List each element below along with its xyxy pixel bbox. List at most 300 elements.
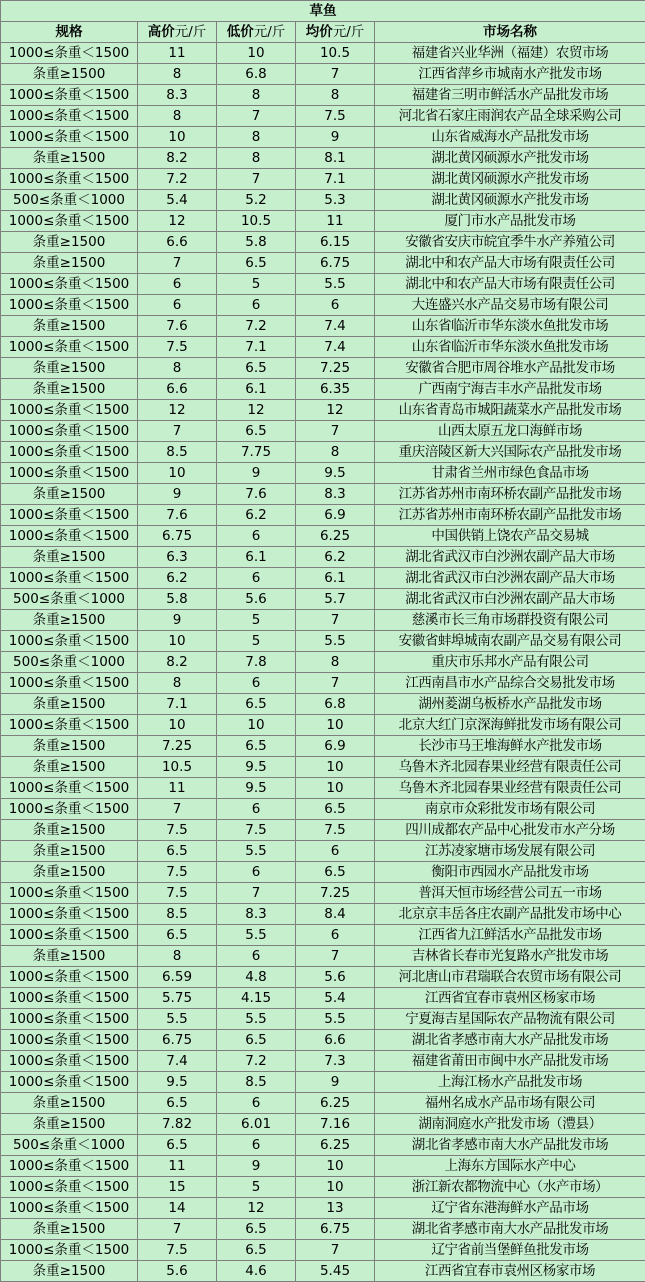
low-price-cell: 6: [217, 862, 296, 883]
high-price-cell: 6.75: [138, 526, 217, 547]
table-row: [1, 106, 645, 127]
high-price-cell: 6.5: [138, 841, 217, 862]
low-price-cell: 8.5: [217, 1072, 296, 1093]
table-row: [1, 757, 645, 778]
spec-cell: 1000≤条重＜1500: [1, 463, 138, 484]
table-row: [1, 526, 645, 547]
table-row: [1, 1030, 645, 1051]
avg-price-cell: 6.35: [296, 379, 375, 400]
table-row: [1, 169, 645, 190]
avg-price-cell: 7.3: [296, 1051, 375, 1072]
market-cell: 山西太原五龙口海鲜市场: [375, 421, 645, 442]
spec-cell: 1000≤条重＜1500: [1, 1240, 138, 1261]
high-price-cell: 8.3: [138, 85, 217, 106]
market-cell: 厦门市水产品批发市场: [375, 211, 645, 232]
market-cell: 江苏省苏州市南环桥农副产品批发市场: [375, 505, 645, 526]
spec-cell: 条重≥1500: [1, 358, 138, 379]
spec-cell: 条重≥1500: [1, 757, 138, 778]
market-cell: 福建省莆田市闽中水产品批发市场: [375, 1051, 645, 1072]
low-price-cell: 5: [217, 274, 296, 295]
table-row: [1, 715, 645, 736]
avg-price-cell: 10: [296, 757, 375, 778]
high-price-cell: 6.5: [138, 1093, 217, 1114]
table-row: [1, 841, 645, 862]
spec-cell: 条重≥1500: [1, 862, 138, 883]
table-row: [1, 232, 645, 253]
table-row: [1, 505, 645, 526]
market-cell: 长沙市马王堆海鲜水产批发市场: [375, 736, 645, 757]
table-row: [1, 988, 645, 1009]
low-price-cell: 5.5: [217, 1009, 296, 1030]
spec-cell: 1000≤条重＜1500: [1, 295, 138, 316]
spec-cell: 条重≥1500: [1, 64, 138, 85]
header-low-price: [217, 22, 296, 43]
low-price-cell: 7.6: [217, 484, 296, 505]
spec-cell: 1000≤条重＜1500: [1, 337, 138, 358]
header-row: [1, 22, 645, 43]
avg-price-cell: 5.4: [296, 988, 375, 1009]
spec-cell: 条重≥1500: [1, 1219, 138, 1240]
low-price-cell: 6.5: [217, 1030, 296, 1051]
spec-cell: 1000≤条重＜1500: [1, 169, 138, 190]
header-high-unit: 元/斤: [174, 24, 207, 40]
market-cell: 慈溪市长三角市场群投资有限公司: [375, 610, 645, 631]
avg-price-cell: 5.7: [296, 589, 375, 610]
high-price-cell: 5.4: [138, 190, 217, 211]
high-price-cell: 10.5: [138, 757, 217, 778]
table-row: [1, 799, 645, 820]
avg-price-cell: 7.4: [296, 337, 375, 358]
avg-price-cell: 10: [296, 1156, 375, 1177]
high-price-cell: 12: [138, 211, 217, 232]
market-cell: 湖北省武汉市白沙洲农副产品大市场: [375, 547, 645, 568]
high-price-cell: 7.82: [138, 1114, 217, 1135]
spec-cell: 1000≤条重＜1500: [1, 106, 138, 127]
market-cell: 江西省宜春市袁州区杨家市场: [375, 1261, 645, 1282]
low-price-cell: 6.5: [217, 736, 296, 757]
low-price-cell: 6.1: [217, 379, 296, 400]
spec-cell: 1000≤条重＜1500: [1, 526, 138, 547]
spec-cell: 1000≤条重＜1500: [1, 883, 138, 904]
table-row: [1, 673, 645, 694]
low-price-cell: 7.5: [217, 820, 296, 841]
market-cell: 安徽省合肥市周谷堆水产品批发市场: [375, 358, 645, 379]
avg-price-cell: 6.8: [296, 694, 375, 715]
header-high-price: [138, 22, 217, 43]
high-price-cell: 7: [138, 799, 217, 820]
spec-cell: 1000≤条重＜1500: [1, 421, 138, 442]
table-row: [1, 1072, 645, 1093]
spec-cell: 条重≥1500: [1, 820, 138, 841]
low-price-cell: 12: [217, 1198, 296, 1219]
avg-price-cell: 9.5: [296, 463, 375, 484]
high-price-cell: 6.6: [138, 232, 217, 253]
low-price-cell: 6.1: [217, 547, 296, 568]
table-row: [1, 337, 645, 358]
avg-price-cell: 6.5: [296, 862, 375, 883]
table-row: [1, 694, 645, 715]
table-row: [1, 925, 645, 946]
avg-price-cell: 6.15: [296, 232, 375, 253]
spec-cell: 500≤条重＜1000: [1, 589, 138, 610]
avg-price-cell: 5.5: [296, 631, 375, 652]
spec-cell: 条重≥1500: [1, 694, 138, 715]
high-price-cell: 5.8: [138, 589, 217, 610]
high-price-cell: 7: [138, 253, 217, 274]
market-cell: 衡阳市西园水产品批发市场: [375, 862, 645, 883]
market-cell: 广西南宁海吉丰水产品批发市场: [375, 379, 645, 400]
market-cell: 湖北中和农产品大市场有限责任公司: [375, 253, 645, 274]
avg-price-cell: 6.9: [296, 736, 375, 757]
table-row: [1, 1114, 645, 1135]
table-row: [1, 1135, 645, 1156]
high-price-cell: 5.5: [138, 1009, 217, 1030]
avg-price-cell: 7.5: [296, 106, 375, 127]
spec-cell: 条重≥1500: [1, 253, 138, 274]
avg-price-cell: 6.9: [296, 505, 375, 526]
market-cell: 江苏凌家塘市场发展有限公司: [375, 841, 645, 862]
market-cell: 上海江杨水产品批发市场: [375, 1072, 645, 1093]
header-low-unit: 元/斤: [253, 24, 286, 40]
table-row: [1, 463, 645, 484]
high-price-cell: 10: [138, 463, 217, 484]
table-row: [1, 589, 645, 610]
table-row: [1, 547, 645, 568]
high-price-cell: 6.3: [138, 547, 217, 568]
market-cell: 安徽省安庆市皖宜季牛水产养殖公司: [375, 232, 645, 253]
high-price-cell: 9: [138, 484, 217, 505]
header-avg-unit: 元/斤: [332, 24, 365, 40]
high-price-cell: 15: [138, 1177, 217, 1198]
table-row: [1, 43, 645, 64]
spec-cell: 1000≤条重＜1500: [1, 85, 138, 106]
high-price-cell: 10: [138, 127, 217, 148]
low-price-cell: 4.8: [217, 967, 296, 988]
low-price-cell: 8: [217, 85, 296, 106]
table-row: [1, 904, 645, 925]
low-price-cell: 9.5: [217, 757, 296, 778]
avg-price-cell: 7: [296, 610, 375, 631]
market-cell: 湖北省孝感市南大水产品批发市场: [375, 1030, 645, 1051]
spec-cell: 条重≥1500: [1, 148, 138, 169]
high-price-cell: 6: [138, 295, 217, 316]
spec-cell: 1000≤条重＜1500: [1, 925, 138, 946]
avg-price-cell: 7: [296, 64, 375, 85]
low-price-cell: 7.1: [217, 337, 296, 358]
avg-price-cell: 8: [296, 652, 375, 673]
market-cell: 福州名成水产品市场有限公司: [375, 1093, 645, 1114]
high-price-cell: 8.2: [138, 652, 217, 673]
low-price-cell: 6: [217, 1135, 296, 1156]
high-price-cell: 10: [138, 631, 217, 652]
high-price-cell: 8.2: [138, 148, 217, 169]
low-price-cell: 6.5: [217, 1240, 296, 1261]
table-row: [1, 379, 645, 400]
table-row: [1, 1177, 645, 1198]
high-price-cell: 10: [138, 715, 217, 736]
spec-cell: 500≤条重＜1000: [1, 190, 138, 211]
spec-cell: 1000≤条重＜1500: [1, 442, 138, 463]
market-cell: 北京大红门京深海鲜批发市场有限公司: [375, 715, 645, 736]
table-row: [1, 652, 645, 673]
high-price-cell: 11: [138, 778, 217, 799]
market-cell: 乌鲁木齐北园春果业经营有限责任公司: [375, 778, 645, 799]
avg-price-cell: 6.75: [296, 253, 375, 274]
table-row: [1, 295, 645, 316]
low-price-cell: 5.6: [217, 589, 296, 610]
table-row: [1, 358, 645, 379]
spec-cell: 1000≤条重＜1500: [1, 778, 138, 799]
spec-cell: 条重≥1500: [1, 484, 138, 505]
table-row: [1, 1219, 645, 1240]
high-price-cell: 12: [138, 400, 217, 421]
market-cell: 北京京丰岳各庄农副产品批发市场中心: [375, 904, 645, 925]
low-price-cell: 5.8: [217, 232, 296, 253]
spec-cell: 1000≤条重＜1500: [1, 1198, 138, 1219]
market-cell: 辽宁省东港海鲜水产品市场: [375, 1198, 645, 1219]
high-price-cell: 6.6: [138, 379, 217, 400]
table-row: [1, 127, 645, 148]
table-row: [1, 946, 645, 967]
low-price-cell: 12: [217, 400, 296, 421]
avg-price-cell: 7.5: [296, 820, 375, 841]
table-row: [1, 274, 645, 295]
high-price-cell: 6.5: [138, 1135, 217, 1156]
spec-cell: 条重≥1500: [1, 379, 138, 400]
spec-cell: 1000≤条重＜1500: [1, 274, 138, 295]
avg-price-cell: 6.2: [296, 547, 375, 568]
low-price-cell: 6: [217, 568, 296, 589]
high-price-cell: 8: [138, 358, 217, 379]
table-row: [1, 421, 645, 442]
high-price-cell: 6.59: [138, 967, 217, 988]
low-price-cell: 8: [217, 148, 296, 169]
table-row: [1, 1093, 645, 1114]
avg-price-cell: 10: [296, 778, 375, 799]
low-price-cell: 6: [217, 1093, 296, 1114]
low-price-cell: 7: [217, 106, 296, 127]
high-price-cell: 7.5: [138, 883, 217, 904]
table-row: [1, 631, 645, 652]
low-price-cell: 9: [217, 1156, 296, 1177]
avg-price-cell: 6.6: [296, 1030, 375, 1051]
avg-price-cell: 8.3: [296, 484, 375, 505]
table-row: [1, 862, 645, 883]
market-cell: 湖北黄冈硕源水产批发市场: [375, 148, 645, 169]
spec-cell: 1000≤条重＜1500: [1, 904, 138, 925]
market-cell: 重庆市乐邦水产品有限公司: [375, 652, 645, 673]
market-cell: 湖北省孝感市南大水产品批发市场: [375, 1219, 645, 1240]
avg-price-cell: 8.1: [296, 148, 375, 169]
spec-cell: 1000≤条重＜1500: [1, 799, 138, 820]
avg-price-cell: 9: [296, 1072, 375, 1093]
low-price-cell: 5: [217, 610, 296, 631]
market-cell: 乌鲁木齐北园春果业经营有限责任公司: [375, 757, 645, 778]
title-row: [1, 1, 645, 22]
low-price-cell: 7: [217, 883, 296, 904]
spec-cell: 1000≤条重＜1500: [1, 400, 138, 421]
high-price-cell: 7.5: [138, 337, 217, 358]
avg-price-cell: 9: [296, 127, 375, 148]
high-price-cell: 11: [138, 43, 217, 64]
header-avg-price: [296, 22, 375, 43]
spec-cell: 1000≤条重＜1500: [1, 1051, 138, 1072]
high-price-cell: 8: [138, 673, 217, 694]
spec-cell: 1000≤条重＜1500: [1, 568, 138, 589]
market-cell: 吉林省长春市光复路水产批发市场: [375, 946, 645, 967]
spec-cell: 500≤条重＜1000: [1, 1135, 138, 1156]
spec-cell: 1000≤条重＜1500: [1, 967, 138, 988]
avg-price-cell: 7.1: [296, 169, 375, 190]
spec-cell: 1000≤条重＜1500: [1, 127, 138, 148]
table-row: [1, 1009, 645, 1030]
spec-cell: 1000≤条重＜1500: [1, 211, 138, 232]
avg-price-cell: 7.25: [296, 358, 375, 379]
avg-price-cell: 8: [296, 442, 375, 463]
header-spec: 规格: [1, 22, 138, 43]
spec-cell: 1000≤条重＜1500: [1, 988, 138, 1009]
low-price-cell: 6: [217, 946, 296, 967]
market-cell: 浙江新农都物流中心（水产市场）: [375, 1177, 645, 1198]
table-row: [1, 316, 645, 337]
market-cell: 中国供销上饶农产品交易城: [375, 526, 645, 547]
low-price-cell: 6.01: [217, 1114, 296, 1135]
avg-price-cell: 7: [296, 673, 375, 694]
spec-cell: 1000≤条重＜1500: [1, 673, 138, 694]
market-cell: 湖北省武汉市白沙洲农副产品大市场: [375, 589, 645, 610]
table-row: [1, 883, 645, 904]
avg-price-cell: 13: [296, 1198, 375, 1219]
market-cell: 上海东方国际水产中心: [375, 1156, 645, 1177]
high-price-cell: 7.6: [138, 316, 217, 337]
low-price-cell: 5: [217, 1177, 296, 1198]
low-price-cell: 7.8: [217, 652, 296, 673]
market-cell: 福建省兴业华洲（福建）农贸市场: [375, 43, 645, 64]
low-price-cell: 7.2: [217, 316, 296, 337]
spec-cell: 500≤条重＜1000: [1, 652, 138, 673]
spec-cell: 条重≥1500: [1, 736, 138, 757]
low-price-cell: 7.2: [217, 1051, 296, 1072]
avg-price-cell: 7.4: [296, 316, 375, 337]
table-row: [1, 85, 645, 106]
market-cell: 湖北黄冈硕源水产批发市场: [375, 169, 645, 190]
market-cell: 甘肃省兰州市绿色食品市场: [375, 463, 645, 484]
low-price-cell: 6: [217, 673, 296, 694]
avg-price-cell: 5.6: [296, 967, 375, 988]
low-price-cell: 6.5: [217, 421, 296, 442]
high-price-cell: 9: [138, 610, 217, 631]
avg-price-cell: 8: [296, 85, 375, 106]
avg-price-cell: 7.16: [296, 1114, 375, 1135]
avg-price-cell: 6: [296, 925, 375, 946]
avg-price-cell: 6.75: [296, 1219, 375, 1240]
low-price-cell: 6: [217, 526, 296, 547]
table-body: [1, 43, 645, 1282]
market-cell: 山东省威海水产品批发市场: [375, 127, 645, 148]
high-price-cell: 7.4: [138, 1051, 217, 1072]
table-row: [1, 211, 645, 232]
high-price-cell: 6: [138, 274, 217, 295]
table-row: [1, 1261, 645, 1282]
spec-cell: 条重≥1500: [1, 316, 138, 337]
market-cell: 大连盛兴水产品交易市场有限公司: [375, 295, 645, 316]
low-price-cell: 5.5: [217, 925, 296, 946]
market-cell: 河北省石家庄雨润农产品全球采购公司: [375, 106, 645, 127]
avg-price-cell: 6.25: [296, 526, 375, 547]
low-price-cell: 6.2: [217, 505, 296, 526]
table-row: [1, 484, 645, 505]
market-cell: 普洱天恒市场经营公司五一市场: [375, 883, 645, 904]
spec-cell: 1000≤条重＜1500: [1, 1177, 138, 1198]
market-cell: 南京市众彩批发市场有限公司: [375, 799, 645, 820]
market-cell: 山东省临沂市华东淡水鱼批发市场: [375, 316, 645, 337]
low-price-cell: 9: [217, 463, 296, 484]
high-price-cell: 6.75: [138, 1030, 217, 1051]
table-row: [1, 568, 645, 589]
low-price-cell: 9.5: [217, 778, 296, 799]
spec-cell: 条重≥1500: [1, 610, 138, 631]
market-cell: 河北唐山市君瑞联合农贸市场有限公司: [375, 967, 645, 988]
market-cell: 宁夏海吉星国际农产品物流有限公司: [375, 1009, 645, 1030]
spec-cell: 1000≤条重＜1500: [1, 715, 138, 736]
table-row: [1, 1156, 645, 1177]
high-price-cell: 14: [138, 1198, 217, 1219]
table-row: [1, 190, 645, 211]
table-row: [1, 148, 645, 169]
spec-cell: 1000≤条重＜1500: [1, 505, 138, 526]
spec-cell: 条重≥1500: [1, 841, 138, 862]
low-price-cell: 8: [217, 127, 296, 148]
low-price-cell: 4.15: [217, 988, 296, 1009]
avg-price-cell: 5.5: [296, 274, 375, 295]
avg-price-cell: 6: [296, 841, 375, 862]
spec-cell: 条重≥1500: [1, 1261, 138, 1282]
avg-price-cell: 5.5: [296, 1009, 375, 1030]
table-row: [1, 253, 645, 274]
table-title: 草鱼: [1, 1, 645, 22]
avg-price-cell: 5.45: [296, 1261, 375, 1282]
market-cell: 湖南洞庭水产批发市场（澧县）: [375, 1114, 645, 1135]
avg-price-cell: 12: [296, 400, 375, 421]
spec-cell: 条重≥1500: [1, 1114, 138, 1135]
low-price-cell: 10: [217, 715, 296, 736]
high-price-cell: 7.5: [138, 820, 217, 841]
low-price-cell: 6.5: [217, 358, 296, 379]
high-price-cell: 8: [138, 106, 217, 127]
market-cell: 四川成都农产品中心批发市水产分场: [375, 820, 645, 841]
high-price-cell: 7.5: [138, 1240, 217, 1261]
low-price-cell: 5.2: [217, 190, 296, 211]
spec-cell: 1000≤条重＜1500: [1, 1030, 138, 1051]
spec-cell: 1000≤条重＜1500: [1, 1156, 138, 1177]
market-cell: 山东省青岛市城阳蔬菜水产品批发市场: [375, 400, 645, 421]
table-row: [1, 1051, 645, 1072]
spec-cell: 条重≥1500: [1, 1093, 138, 1114]
market-cell: 山东省临沂市华东淡水鱼批发市场: [375, 337, 645, 358]
low-price-cell: 8.3: [217, 904, 296, 925]
high-price-cell: 7.2: [138, 169, 217, 190]
market-cell: 江苏省苏州市南环桥农副产品批发市场: [375, 484, 645, 505]
market-cell: 江西省九江鲜活水产品批发市场: [375, 925, 645, 946]
spec-cell: 1000≤条重＜1500: [1, 631, 138, 652]
high-price-cell: 7: [138, 421, 217, 442]
low-price-cell: 4.6: [217, 1261, 296, 1282]
header-avg-label: 均价: [305, 24, 333, 40]
avg-price-cell: 10: [296, 715, 375, 736]
low-price-cell: 6: [217, 799, 296, 820]
high-price-cell: 6.2: [138, 568, 217, 589]
avg-price-cell: 6.25: [296, 1135, 375, 1156]
